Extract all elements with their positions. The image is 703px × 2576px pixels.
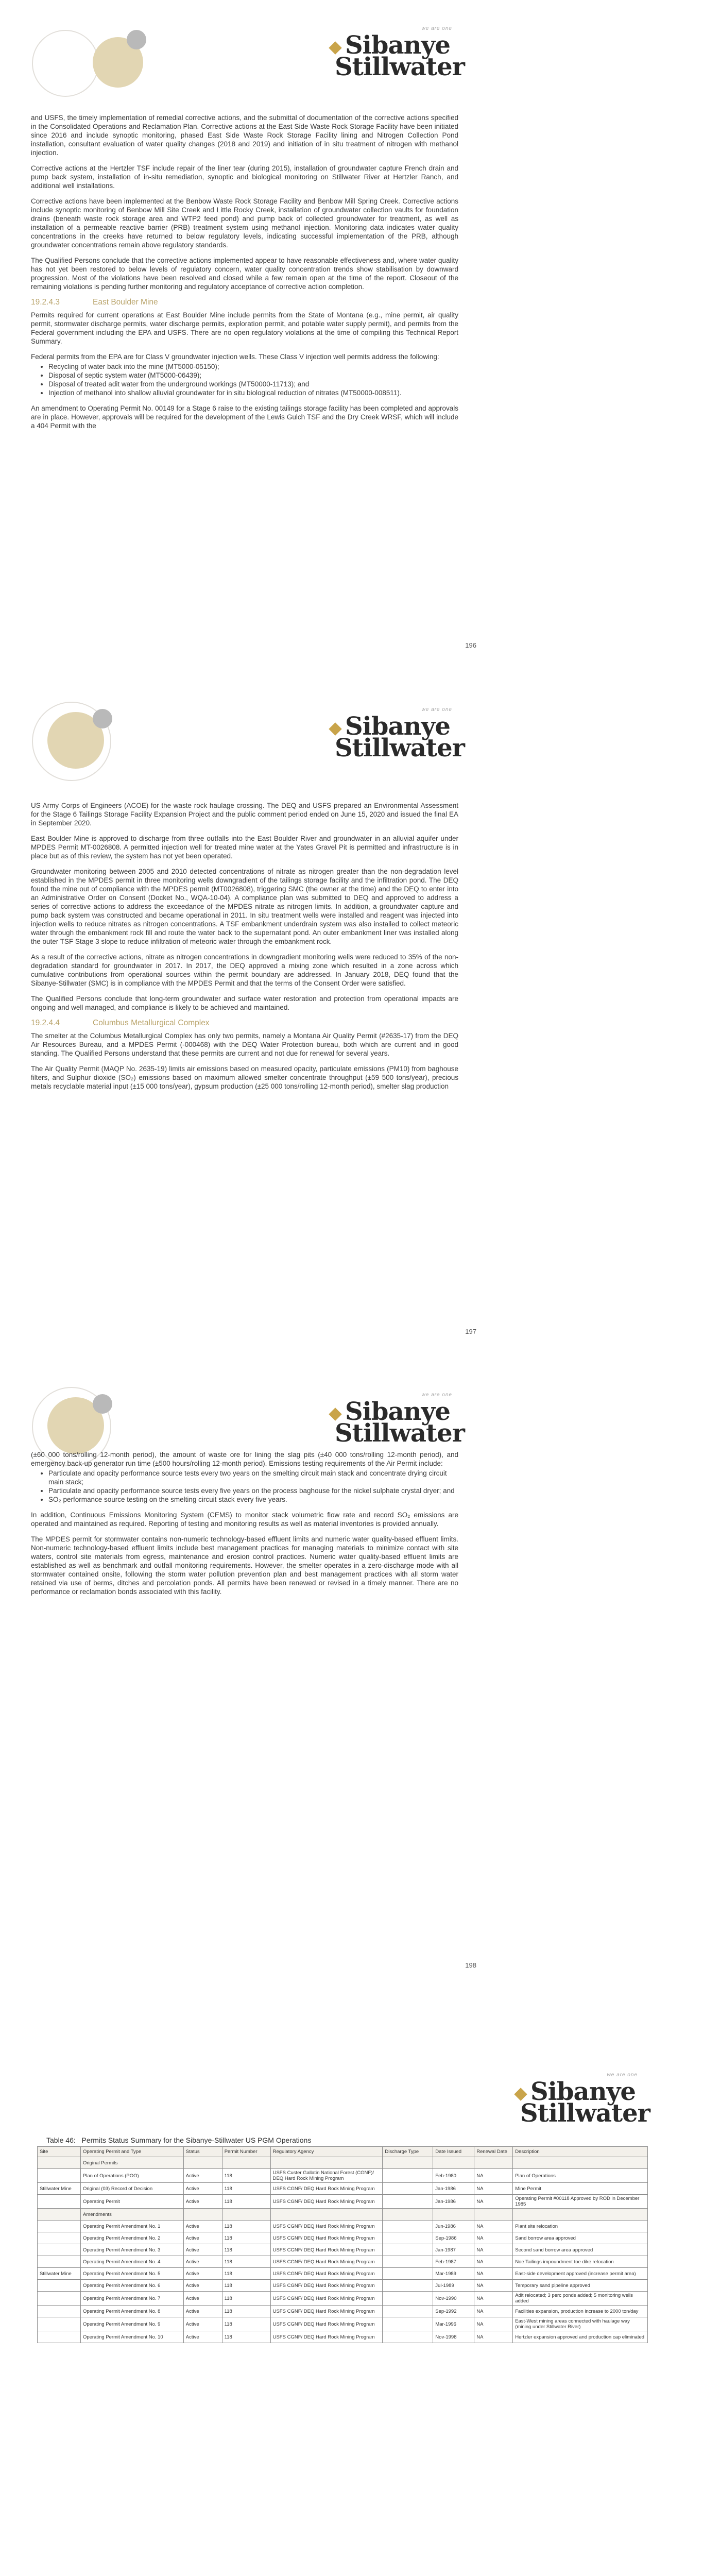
page-196-body <box>31 113 458 437</box>
company-logo <box>520 2072 659 2128</box>
table-caption <box>46 2136 311 2144</box>
table-row <box>38 2195 648 2209</box>
table-cell: Original Permits <box>80 2157 183 2169</box>
table-cell: Hertzler expansion approved and production cap eliminated <box>513 2331 648 2343</box>
table-cell: USFS CGNF/ DEQ Hard Rock Mining Program <box>270 2195 383 2209</box>
section-title: Columbus Metallurgical Complex <box>93 1019 210 1027</box>
table-cell <box>38 2232 81 2244</box>
table-cell <box>383 2195 433 2209</box>
company-logo <box>335 26 474 81</box>
table-cell: NA <box>474 2331 513 2343</box>
list-item: • Disposal of septic system water (MT5000-06439); <box>48 371 458 380</box>
table-cell <box>270 2209 383 2221</box>
table-cell: Active <box>183 2195 222 2209</box>
table-cell <box>474 2157 513 2169</box>
table-cell <box>474 2209 513 2221</box>
table-cell: USFS CGNF/ DEQ Hard Rock Mining Program <box>270 2306 383 2317</box>
table-cell: Adit relocated; 3 perc ponds added; 5 monitoring wells added <box>513 2292 648 2306</box>
table-cell <box>38 2306 81 2317</box>
table-row <box>38 2292 648 2306</box>
table-cell: 118 <box>222 2256 270 2268</box>
page-197-body <box>31 801 458 1097</box>
logo-line-2: Stillwater <box>335 53 465 81</box>
table-row <box>38 2221 648 2232</box>
table-cell <box>38 2292 81 2306</box>
table-cell <box>383 2221 433 2232</box>
table-cell <box>383 2317 433 2331</box>
table-cell: Feb-1980 <box>433 2169 474 2183</box>
paragraph: and USFS, the timely implementation of remedial corrective actions, and the submittal of documentation of the corrective actions specified in the Consolidated Operations and Reclamation Plan. Corrective actions at the East Side Waste Rock Storage Facility have been initiated since 2016 and include synoptic monitoring, phased East Side Waste Rock Storage Facility lining and Nitrogen Collection Pond installation, consultant evaluation of water quality changes (2018 and 2019) and initiation of in situ treatment of nitrogen with methanol injection. <box>31 114 458 157</box>
table-cell <box>38 2331 81 2343</box>
table-cell: Sep-1986 <box>433 2232 474 2244</box>
table-cell: Active <box>183 2331 222 2343</box>
table-cell: Nov-1990 <box>433 2292 474 2306</box>
table-cell: USFS CGNF/ DEQ Hard Rock Mining Program <box>270 2221 383 2232</box>
table-cell: Operating Permit <box>80 2195 183 2209</box>
table-cell <box>383 2292 433 2306</box>
column-header: Renewal Date <box>474 2147 513 2157</box>
table-cell <box>38 2169 81 2183</box>
table-cell: Active <box>183 2317 222 2331</box>
table-cell: Operating Permit Amendment No. 4 <box>80 2256 183 2268</box>
table-cell: Noe Tailings impoundment toe dike relocation <box>513 2256 648 2268</box>
table-row <box>38 2209 648 2221</box>
paragraph: The MPDES permit for stormwater contains non-numeric technology-based effluent limits and numeric water quality-based effluent limits. Non-numeric technology-based effluent limits include best management practices for managing materials to minimize contact with site waters, control site materials from egress, maintenance and erosion control practices. Numeric water quality-based effluent limits are established as well as benchmark and outfall monitoring requirements. However, the smelter operates in a zero-discharge mode with all stormwater contained onsite, following the storm water pollution prevention plan and best management practices with all storm water retained via use of berms, ditches and percolation ponds. All permits have been renewed or revised in a timely manner. There are no performance or reclamation bonds associated with this facility. <box>31 1535 458 1596</box>
table-cell: Stillwater Mine <box>38 2268 81 2280</box>
list-item: • Particulate and opacity performance source tests every two years on the smelting circuit main stack and concentrate drying circuit main stack; <box>48 1469 458 1486</box>
permits-table-body <box>38 2157 648 2343</box>
table-cell: USFS CGNF/ DEQ Hard Rock Mining Program <box>270 2183 383 2195</box>
section-heading <box>31 1019 458 1027</box>
table-cell <box>383 2306 433 2317</box>
column-header: Status <box>183 2147 222 2157</box>
table-cell: 118 <box>222 2183 270 2195</box>
paragraph: Federal permits from the EPA are for Class V groundwater injection wells. These Class V injection well permits address the following: <box>31 353 439 361</box>
paragraph: The Qualified Persons conclude that long-term groundwater and surface water restoration and protection from operational impacts are ongoing and well managed, and compliance is likely to be achieved and maintained. <box>31 995 458 1011</box>
table-cell: Operating Permit Amendment No. 3 <box>80 2244 183 2256</box>
table-cell: Mar-1996 <box>433 2317 474 2331</box>
table-cell <box>38 2244 81 2256</box>
table-cell: East-side development approved (increase permit area) <box>513 2268 648 2280</box>
column-header: Operating Permit and Type <box>80 2147 183 2157</box>
table-cell: Nov-1998 <box>433 2331 474 2343</box>
table-cell: Second sand borrow area approved <box>513 2244 648 2256</box>
table-cell: Jan-1986 <box>433 2183 474 2195</box>
bullet-list <box>31 362 458 397</box>
paragraph: In addition, Continuous Emissions Monitoring System (CEMS) to monitor stack volumetric flow rate and record SO₂ emissions are operated and maintained as required. Reporting of testing and monitoring results as well as material inventories is provided annually. <box>31 1511 458 1528</box>
table-cell <box>38 2157 81 2169</box>
table-cell <box>383 2183 433 2195</box>
table-cell: 118 <box>222 2280 270 2292</box>
paragraph: The Qualified Persons conclude that the corrective actions implemented appear to have reasonable effectiveness and, where water quality has not yet been restored to below levels of regulatory concern, water quality concentration trends show stabilisation by downward progression. Most of the violations have been resolved and closed while a few remain open at the time of the report. Closeout of the remaining violations is pending further monitoring and regulatory acceptance of corrective action completion. <box>31 257 458 291</box>
table-header-row <box>38 2147 648 2157</box>
page-196 <box>0 0 703 665</box>
table-row <box>38 2280 648 2292</box>
grey-circle-graphic <box>93 1394 112 1414</box>
table-cell: Operating Permit Amendment No. 6 <box>80 2280 183 2292</box>
table-cell: Original (03) Record of Decision <box>80 2183 183 2195</box>
table-cell: NA <box>474 2232 513 2244</box>
table-cell: USFS Custer Gallatin National Forest (CGNF)/ DEQ Hard Rock Mining Program <box>270 2169 383 2183</box>
logo-line-1: Sibanye <box>530 2077 636 2106</box>
column-header: Regulatory Agency <box>270 2147 383 2157</box>
section-number: 19.2.4.4 <box>31 1019 60 1027</box>
table-cell: 118 <box>222 2244 270 2256</box>
column-header: Description <box>513 2147 648 2157</box>
table-cell: Active <box>183 2256 222 2268</box>
table-cell: Active <box>183 2232 222 2244</box>
table-cell: USFS CGNF/ DEQ Hard Rock Mining Program <box>270 2317 383 2331</box>
table-row <box>38 2256 648 2268</box>
logo-tagline: we are one <box>421 1392 452 1398</box>
table-cell <box>38 2256 81 2268</box>
paragraph: Groundwater monitoring between 2005 and 2010 detected concentrations of nitrate as nitrogen greater than the non-degradation level established in the MPDES permit in three monitoring wells downgradient of the tailings storage facility and the infiltration pond. The DEQ found the mine out of compliance with the MPDES permit (MT0026808), triggering SMC (the owner at the time) and the DEQ to enter into an Administrative Order on Consent (Docket No., WQA-10-04). A compliance plan was submitted to DEQ and approved to address a series of corrective actions to address the exceedance of the MPDES nitrate as nitrogen limits. In addition, a groundwater capture and pump back system was constructed and became operational in 2011. In situ treatment wells were installed and reagent was injected into injection wells to reduce nitrates as nitrogen concentrations. A TSF embankment underdrain system was also installed to collect meteoric water through the embankment rock fill and route the water back to the supernatant pond. An outer embankment liner was installed along the outer TSF Stage 3 slope to reduce infiltration of meteoric water through the embankment rock. <box>31 868 458 945</box>
table-cell: NA <box>474 2244 513 2256</box>
paragraph: (±60 000 tons/rolling 12-month period), the amount of waste ore for lining the slag pits (±40 000 tons/rolling 12-month period), and emergency back-up generator run time (±500 hours/rolling 12-month period). Emissions testing requirements of the Air Permit include: <box>31 1451 458 1467</box>
table-cell: 118 <box>222 2331 270 2343</box>
table-cell <box>383 2157 433 2169</box>
table-cell <box>270 2157 383 2169</box>
table-cell: USFS CGNF/ DEQ Hard Rock Mining Program <box>270 2292 383 2306</box>
column-header: Site <box>38 2147 81 2157</box>
table-cell: NA <box>474 2195 513 2209</box>
table-cell: Active <box>183 2280 222 2292</box>
table-cell <box>38 2280 81 2292</box>
table-cell: Operating Permit Amendment No. 8 <box>80 2306 183 2317</box>
column-header: Permit Number <box>222 2147 270 2157</box>
table-cell: Plan of Operations <box>513 2169 648 2183</box>
table-cell: Stillwater Mine <box>38 2183 81 2195</box>
table-cell: NA <box>474 2292 513 2306</box>
logo-tagline: we are one <box>607 2072 638 2078</box>
table-cell <box>222 2157 270 2169</box>
table-number: Table 46: <box>46 2136 76 2144</box>
paragraph: The smelter at the Columbus Metallurgical Complex has only two permits, namely a Montana Air Quality Permit (#2635-17) from the DEQ Air Resources Bureau, and a MPDES Permit (-000468) with the DEQ Water Protection bureau, both which are current and in good standing. The Qualified Persons understand that these permits are current and not due for renewal for several years. <box>31 1032 458 1057</box>
table-cell: Operating Permit Amendment No. 2 <box>80 2232 183 2244</box>
table-row <box>38 2268 648 2280</box>
logo-tagline: we are one <box>421 707 452 713</box>
table-cell: Facilities expansion, production increase to 2000 ton/day <box>513 2306 648 2317</box>
column-header: Date Issued <box>433 2147 474 2157</box>
list-item: • SO₂ performance source testing on the smelting circuit stack every five years. <box>48 1495 458 1504</box>
table-cell: NA <box>474 2169 513 2183</box>
table-cell: 118 <box>222 2292 270 2306</box>
table-cell: Mine Permit <box>513 2183 648 2195</box>
table-cell: Feb-1987 <box>433 2256 474 2268</box>
logo-line-2: Stillwater <box>335 1419 465 1448</box>
table-title: Permits Status Summary for the Sibanye-Stillwater US PGM Operations <box>81 2136 312 2144</box>
table-cell: USFS CGNF/ DEQ Hard Rock Mining Program <box>270 2268 383 2280</box>
company-logo <box>335 707 474 762</box>
page-197 <box>0 680 703 1350</box>
table-cell: Operating Permit Amendment No. 9 <box>80 2317 183 2331</box>
table-cell: 118 <box>222 2317 270 2331</box>
table-cell <box>38 2317 81 2331</box>
circle-outline-graphic <box>32 30 99 97</box>
logo-line-1: Sibanye <box>345 31 450 60</box>
table-cell: Operating Permit Amendment No. 1 <box>80 2221 183 2232</box>
table-cell <box>38 2209 81 2221</box>
table-cell: Jul-1989 <box>433 2280 474 2292</box>
table-cell: Active <box>183 2169 222 2183</box>
column-header: Discharge Type <box>383 2147 433 2157</box>
table-cell: Plant site relocation <box>513 2221 648 2232</box>
logo-tagline: we are one <box>421 26 452 31</box>
table-cell: Jun-1986 <box>433 2221 474 2232</box>
logo-line-2: Stillwater <box>520 2099 650 2128</box>
table-cell: 118 <box>222 2195 270 2209</box>
logo-line-1: Sibanye <box>345 1397 450 1426</box>
list-item: • Recycling of water back into the mine (MT5000-05150); <box>48 362 458 371</box>
section-title: East Boulder Mine <box>93 298 158 307</box>
logo-line-2: Stillwater <box>335 734 465 762</box>
page-number: 197 <box>465 1328 476 1335</box>
table-cell: USFS CGNF/ DEQ Hard Rock Mining Program <box>270 2244 383 2256</box>
table-cell <box>183 2209 222 2221</box>
table-cell <box>383 2268 433 2280</box>
table-cell: NA <box>474 2268 513 2280</box>
table-cell: USFS CGNF/ DEQ Hard Rock Mining Program <box>270 2232 383 2244</box>
paragraph: Corrective actions at the Hertzler TSF include repair of the liner tear (during 2015), installation of groundwater capture French drain and pump back system, installation of in-situ remediation, synoptic and biological monitoring on Stillwater River at Hertzler Ranch, and additional well installations. <box>31 164 458 190</box>
table-cell: Sand borrow area approved <box>513 2232 648 2244</box>
table-cell <box>383 2209 433 2221</box>
table-row <box>38 2331 648 2343</box>
bullet-list <box>31 1469 458 1504</box>
table-cell: USFS CGNF/ DEQ Hard Rock Mining Program <box>270 2331 383 2343</box>
table-cell: East-West mining areas connected with haulage way (mining under Stillwater River) <box>513 2317 648 2331</box>
table-row <box>38 2183 648 2195</box>
table-row <box>38 2317 648 2331</box>
grey-circle-graphic <box>93 709 112 728</box>
table-row <box>38 2232 648 2244</box>
table-cell: NA <box>474 2306 513 2317</box>
table-cell: Sep-1992 <box>433 2306 474 2317</box>
table-cell: NA <box>474 2280 513 2292</box>
list-item: • Injection of methanol into shallow alluvial groundwater for in situ biological reduction of nitrates (MT50000-008511). <box>48 388 458 397</box>
logo-line-1: Sibanye <box>345 712 450 741</box>
list-item: • Particulate and opacity performance source tests every five years on the process baghouse for the nickel sulphate crystal dryer; and <box>48 1486 458 1495</box>
page-number: 196 <box>465 641 476 649</box>
table-cell: 118 <box>222 2268 270 2280</box>
table-cell: Active <box>183 2183 222 2195</box>
table-cell <box>433 2209 474 2221</box>
table-cell: NA <box>474 2221 513 2232</box>
table-cell: Temporary sand pipeline approved <box>513 2280 648 2292</box>
table-cell: Active <box>183 2244 222 2256</box>
table-cell: Active <box>183 2306 222 2317</box>
table-cell <box>183 2157 222 2169</box>
page-199 <box>0 2045 703 2576</box>
table-cell: Amendments <box>80 2209 183 2221</box>
table-cell: 118 <box>222 2169 270 2183</box>
company-logo <box>335 1392 474 1448</box>
table-cell <box>222 2209 270 2221</box>
table-row <box>38 2244 648 2256</box>
paragraph: Corrective actions have been implemented at the Benbow Waste Rock Storage Facility and Benbow Mill Spring Creek. Corrective actions include synoptic monitoring of Benbow Mill Site Creek and Little Rocky Creek, installation of groundwater collection vaults for foundation drains (beneath waste rock storage area and WTP2 feed pond) and pump back of collected groundwater for treatment, as well as installation of a permeable reactive barrier (PRB) treatment system using methanol injection. Monitoring data indicates water quality concentrations in the creeks have returned to below regulatory levels, indicating successful implementation of the PRB, although groundwater concentrations remain above regulatory standards. <box>31 197 458 249</box>
table-cell: Operating Permit Amendment No. 10 <box>80 2331 183 2343</box>
table-cell: 118 <box>222 2221 270 2232</box>
page-number: 198 <box>465 1961 476 1969</box>
table-cell <box>383 2232 433 2244</box>
table-cell: USFS CGNF/ DEQ Hard Rock Mining Program <box>270 2280 383 2292</box>
section-heading <box>31 298 458 307</box>
table-cell <box>383 2331 433 2343</box>
paragraph: US Army Corps of Engineers (ACOE) for the waste rock haulage crossing. The DEQ and USFS prepared an Environmental Assessment for the Stage 6 Tailings Storage Facility Expansion Project and the public comment period ended on June 15, 2020 and issued the final EA in September 2020. <box>31 802 458 827</box>
page-198-body <box>31 1450 458 1603</box>
grey-circle-graphic <box>127 30 146 49</box>
paragraph: The Air Quality Permit (MAQP No. 2635-19) limits air emissions based on measured opacity, particulate emissions (PM10) from baghouse filters, and Sulphur dioxide (SO₂) emissions based on maximum allowed smelter concentrate throughput (±59 500 tons/year), precious metals recyclable material input (±15 000 tons/year), gypsum production (±25 000 tons/rolling 12-month period), smelter slag production <box>31 1065 458 1090</box>
page-198 <box>0 1365 703 2030</box>
table-row <box>38 2306 648 2317</box>
paragraph: East Boulder Mine is approved to discharge from three outfalls into the East Boulder River and groundwater in an alluvial aquifer under MPDES Permit MT-0026808. A permitted injection well for treated mine water at the Yates Gravel Pit is permitted and infrastructure is in place but as of this review, the system has not yet been operated. <box>31 835 458 860</box>
table-cell: Active <box>183 2221 222 2232</box>
table-row <box>38 2169 648 2183</box>
permits-table <box>37 2146 648 2343</box>
table-cell: Active <box>183 2268 222 2280</box>
table-cell: Active <box>183 2292 222 2306</box>
table-cell: NA <box>474 2183 513 2195</box>
paragraph: Permits required for current operations at East Boulder Mine include permits from the State of Montana (e.g., mine permit, air quality permit, stormwater discharge permits, water discharge permits, exploration permit, and potable water supply permit), and permits from the Federal government including the EPA and USFS. There are no open regulatory violations at the time of compiling this Technical Report Summary. <box>31 311 458 345</box>
paragraph: As a result of the corrective actions, nitrate as nitrogen concentrations in downgradient monitoring wells were reduced to 35% of the non-degradation standard for groundwater in 2017. In 2017, the DEQ approved a mixing zone which resulted in a zone across which cumulative contributions from operational sources within the permit boundary are addressed. In January 2018, DEQ found that the Sibanye-Stillwater (SMC) is in compliance with the MPDES Permit and that the terms of the Consent Order were satisfied. <box>31 953 458 987</box>
table-cell <box>433 2157 474 2169</box>
table-cell <box>513 2157 648 2169</box>
table-cell <box>383 2280 433 2292</box>
section-number: 19.2.4.3 <box>31 298 60 307</box>
table-cell: Operating Permit Amendment No. 5 <box>80 2268 183 2280</box>
table-cell: Operating Permit Amendment No. 7 <box>80 2292 183 2306</box>
table-cell: Jan-1987 <box>433 2244 474 2256</box>
table-cell <box>383 2169 433 2183</box>
table-cell <box>383 2244 433 2256</box>
table-cell <box>383 2256 433 2268</box>
table-cell <box>38 2221 81 2232</box>
table-cell: Operating Permit #00118 Approved by ROD in December 1985 <box>513 2195 648 2209</box>
table-cell: Jan-1986 <box>433 2195 474 2209</box>
table-cell: USFS CGNF/ DEQ Hard Rock Mining Program <box>270 2256 383 2268</box>
table-cell: 118 <box>222 2306 270 2317</box>
table-cell: Mar-1989 <box>433 2268 474 2280</box>
table-row <box>38 2157 648 2169</box>
table-cell: NA <box>474 2256 513 2268</box>
list-item: • Disposal of treated adit water from the underground workings (MT50000-11713); and <box>48 380 458 388</box>
paragraph: An amendment to Operating Permit No. 00149 for a Stage 6 raise to the existing tailings storage facility has been completed and approvals are in place. However, approvals will be required for the development of the Lewis Gulch TSF and the Dry Creek WRSF, which will include a 404 Permit with the <box>31 404 458 430</box>
table-cell: 118 <box>222 2232 270 2244</box>
table-cell <box>38 2195 81 2209</box>
table-cell <box>513 2209 648 2221</box>
table-cell: Plan of Operations (POO) <box>80 2169 183 2183</box>
table-cell: NA <box>474 2317 513 2331</box>
